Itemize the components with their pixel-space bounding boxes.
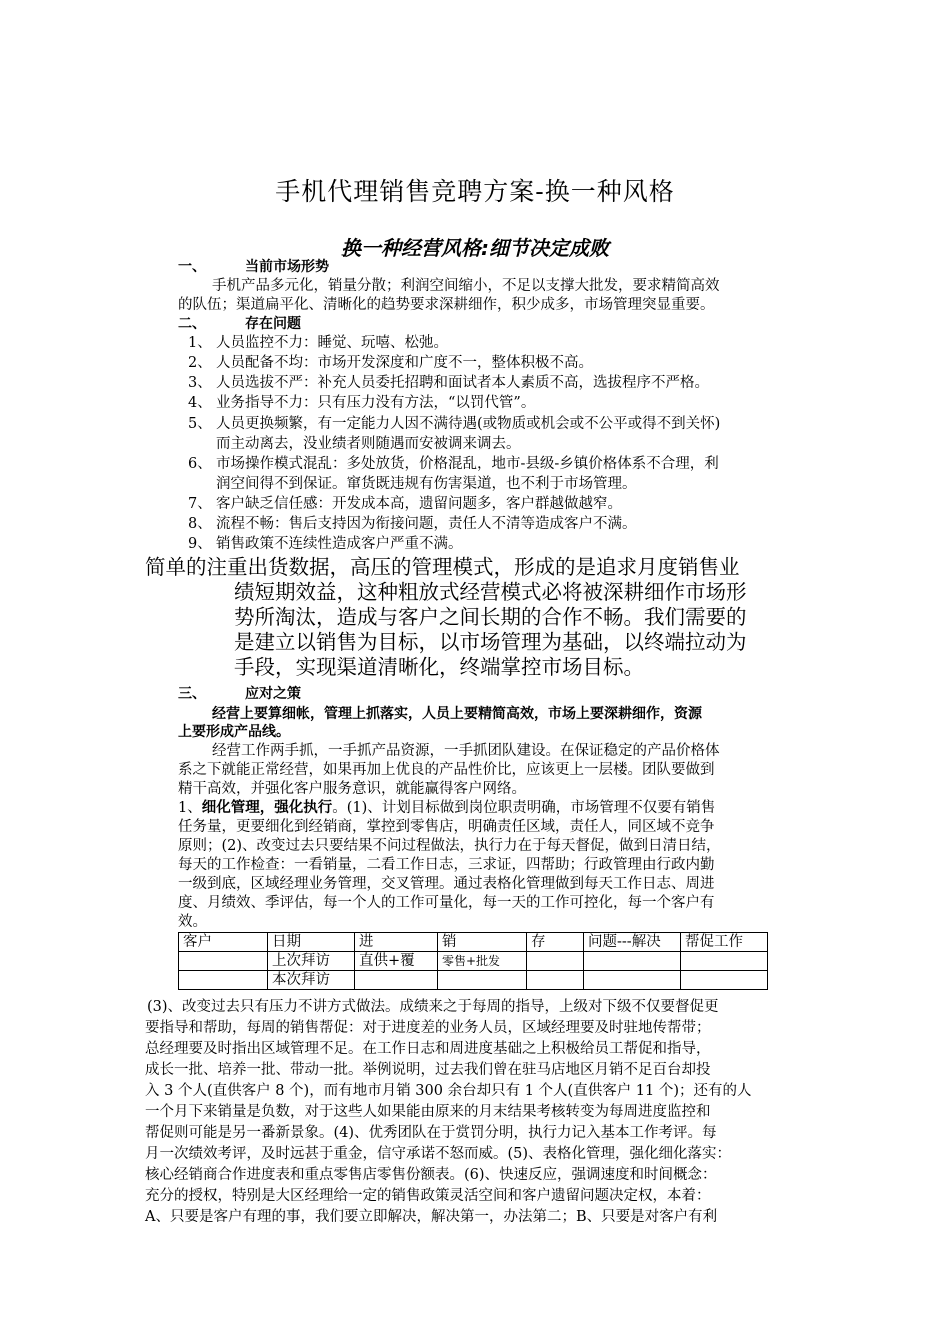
section-1-heading: 当前市场形势 — [245, 259, 329, 275]
list-item-number: 6、 — [188, 456, 212, 472]
tail-paragraph-line: 入 3 个人(直供客户 8 个)，而有地市月销 300 余台却只有 1 个人(直供客户 11 个)；还有的人 — [145, 1083, 752, 1099]
table-cell — [179, 971, 268, 990]
table-header-cell: 问题---解决 — [584, 933, 681, 952]
table-row — [179, 971, 768, 990]
table-cell: 本次拜访 — [268, 971, 355, 990]
table-cell — [527, 971, 584, 990]
page-title: 手机代理销售竞聘方案-换一种风格 — [275, 177, 675, 206]
list-item-text: 人员更换频繁，有一定能力人因不满待遇(或物质或机会或不公平或得不到关怀) — [216, 416, 721, 432]
item-1-line: 原则；(2)、改变过去只要结果不问过程做法，执行力在于每天督促，做到日清日结， — [178, 838, 721, 854]
section-1-paragraph-line: 的队伍；渠道扁平化、清晰化的趋势要求深耕细作，积少成多，市场管理突显重要。 — [178, 297, 715, 313]
emphasis-paragraph-line: 是建立以销售为目标，以市场管理为基础，以终端拉动为 — [234, 630, 747, 654]
table-header-cell: 日期 — [268, 933, 355, 952]
item-1-line: 一级到底，区域经理业务管理，交叉管理。通过表格化管理做到每天工作日志、周进 — [178, 876, 715, 892]
tail-paragraph-line: 充分的授权，特别是大区经理给一定的销售政策灵活空间和客户遗留问题决定权，本着： — [145, 1188, 711, 1204]
list-item-text: 销售政策不连续性造成客户严重不满。 — [216, 536, 463, 552]
table-cell: 上次拜访 — [268, 952, 355, 971]
table-cell: 直供+覆 — [355, 952, 438, 971]
emphasis-paragraph-line: 简单的注重出货数据，高压的管理模式，形成的是追求月度销售业 — [145, 555, 740, 579]
item-1-line: 每天的工作检查：一看销量，二看工作日志，三求证，四帮助；行政管理由行政内勤 — [178, 857, 715, 873]
list-item-number: 9、 — [188, 536, 212, 552]
list-item-number: 2、 — [188, 355, 212, 371]
table-header-cell: 客户 — [179, 933, 268, 952]
tail-paragraph-line: 帮促则可能是另一番新景象。(4)、优秀团队在于赏罚分明，执行力记入基本工作考评。每 — [145, 1125, 717, 1141]
list-item-text: 流程不畅：售后支持因为衔接问题，责任人不清等造成客户不满。 — [216, 516, 637, 532]
section-2-number: 二、 — [178, 316, 206, 332]
page-subtitle: 换一种经营风格:细节决定成败 — [341, 236, 609, 260]
table-header-cell: 销 — [438, 933, 527, 952]
list-item-number: 1、 — [188, 335, 212, 351]
item-1-line: 效。 — [178, 914, 207, 930]
list-item-text: 人员监控不力：睡觉、玩嘻、松弛。 — [216, 335, 448, 351]
section-3-heading: 应对之策 — [245, 686, 301, 702]
table-cell — [584, 971, 681, 990]
list-item-text-continued: 润空间得不到保证。窜货既违规有伤害渠道，也不利于市场管理。 — [216, 476, 637, 492]
table-cell — [527, 952, 584, 971]
section-3-number: 三、 — [178, 686, 206, 702]
emphasis-paragraph-line: 势所淘汰，造成与客户之间长期的合作不畅。我们需要的 — [234, 605, 747, 629]
item-1-number: 1、 — [178, 800, 202, 816]
list-item-number: 5、 — [188, 416, 212, 432]
bold-statement-line: 上要形成产品线。 — [178, 724, 290, 740]
item-1-line — [178, 798, 715, 818]
visit-record-table — [178, 932, 768, 990]
item-1-line: 任务量，更要细化到经销商，掌控到零售店，明确责任区域，责任人，同区域不竞争 — [178, 819, 715, 835]
table-row — [179, 952, 768, 971]
tail-paragraph-line: 成长一批、培养一批、带动一批。举例说明，过去我们曾在驻马店地区月销不足百台却投 — [145, 1062, 711, 1078]
list-item-text: 人员配备不均：市场开发深度和广度不一，整体积极不高。 — [216, 355, 593, 371]
list-item-text: 客户缺乏信任感：开发成本高，遗留问题多，客户群越做越窄。 — [216, 496, 622, 512]
section-2-heading: 存在问题 — [245, 316, 301, 332]
list-item-text: 人员选拔不严：补充人员委托招聘和面试者本人素质不高，选拔程序不严格。 — [216, 375, 709, 391]
table-cell — [681, 952, 768, 971]
tail-paragraph-line: 要指导和帮助，每周的销售帮促：对于进度差的业务人员，区域经理要及时驻地传帮带； — [145, 1020, 711, 1036]
table-cell — [438, 971, 527, 990]
tail-paragraph-line: 月一次绩效考评，及时远甚于重金，信守承诺不怒而威。(5)、表格化管理，强化细化落实： — [145, 1146, 732, 1162]
item-1-line: 度、月绩效、季评估，每一个人的工作可量化，每一天的工作可控化，每一个客户有 — [178, 895, 715, 911]
section-1-number: 一、 — [178, 259, 206, 275]
table-cell — [584, 952, 681, 971]
list-item-text: 业务指导不力：只有压力没有方法，“以罚代管”。 — [216, 395, 536, 411]
section-3-paragraph-line: 系之下就能正常经营，如果再加上优良的产品性价比，应该更上一层楼。团队要做到 — [178, 762, 715, 778]
tail-paragraph-line: 核心经销商合作进度表和重点零售店零售份额表。(6)、快速反应，强调速度和时间概念： — [145, 1167, 717, 1183]
table-header-cell: 存 — [527, 933, 584, 952]
section-1-paragraph-line: 手机产品多元化，销量分散；利润空间缩小，不足以支撑大批发，要求精简高效 — [212, 278, 720, 294]
table-cell — [355, 971, 438, 990]
bold-statement-line: 经营上要算细帐，管理上抓落实，人员上要精简高效，市场上要深耕细作，资源 — [212, 706, 702, 722]
tail-paragraph-line: A、只要是客户有理的事，我们要立即解决，解决第一，办法第二；B、只要是对客户有利 — [145, 1209, 718, 1225]
tail-paragraph-line: 一个月下来销量是负数，对于这些人如果能由原来的月末结果考核转变为每周进度监控和 — [145, 1104, 711, 1120]
list-item-number: 4、 — [188, 395, 212, 411]
emphasis-paragraph-line: 绩短期效益，这种粗放式经营模式必将被深耕细作市场形 — [234, 580, 747, 604]
emphasis-paragraph-line: 手段，实现渠道清晰化，终端掌控市场目标。 — [234, 655, 644, 679]
table-cell: 零售+批发 — [438, 952, 527, 971]
list-item-text-continued: 而主动离去，没业绩者则随遇而安被调来调去。 — [216, 436, 521, 452]
list-item-number: 7、 — [188, 496, 212, 512]
item-1-heading: 细化管理，强化执行 — [201, 800, 333, 816]
tail-paragraph-line: 总经理要及时指出区域管理不足。在工作日志和周进度基础之上积极给员工帮促和指导， — [145, 1041, 711, 1057]
item-1-text: 。(1)、计划目标做到岗位职责明确，市场管理不仅要有销售 — [332, 800, 716, 816]
tail-paragraph-line: (3)、改变过去只有压力不讲方式做法。成绩来之于每周的指导，上级对下级不仅要督促更 — [147, 999, 719, 1015]
table-cell — [179, 952, 268, 971]
list-item-number: 8、 — [188, 516, 212, 532]
section-3-paragraph-line: 精干高效，并强化客户服务意识，就能赢得客户网络。 — [178, 781, 526, 797]
list-item-text: 市场操作模式混乱：多处放货，价格混乱，地市-县级-乡镇价格体系不合理，利 — [216, 456, 719, 472]
section-3-paragraph-line: 经营工作两手抓，一手抓产品资源，一手抓团队建设。在保证稳定的产品价格体 — [212, 743, 720, 759]
table-header-row — [179, 933, 768, 952]
table-header-cell: 进 — [355, 933, 438, 952]
table-header-cell: 帮促工作 — [681, 933, 768, 952]
list-item-number: 3、 — [188, 375, 212, 391]
table-cell — [681, 971, 768, 990]
